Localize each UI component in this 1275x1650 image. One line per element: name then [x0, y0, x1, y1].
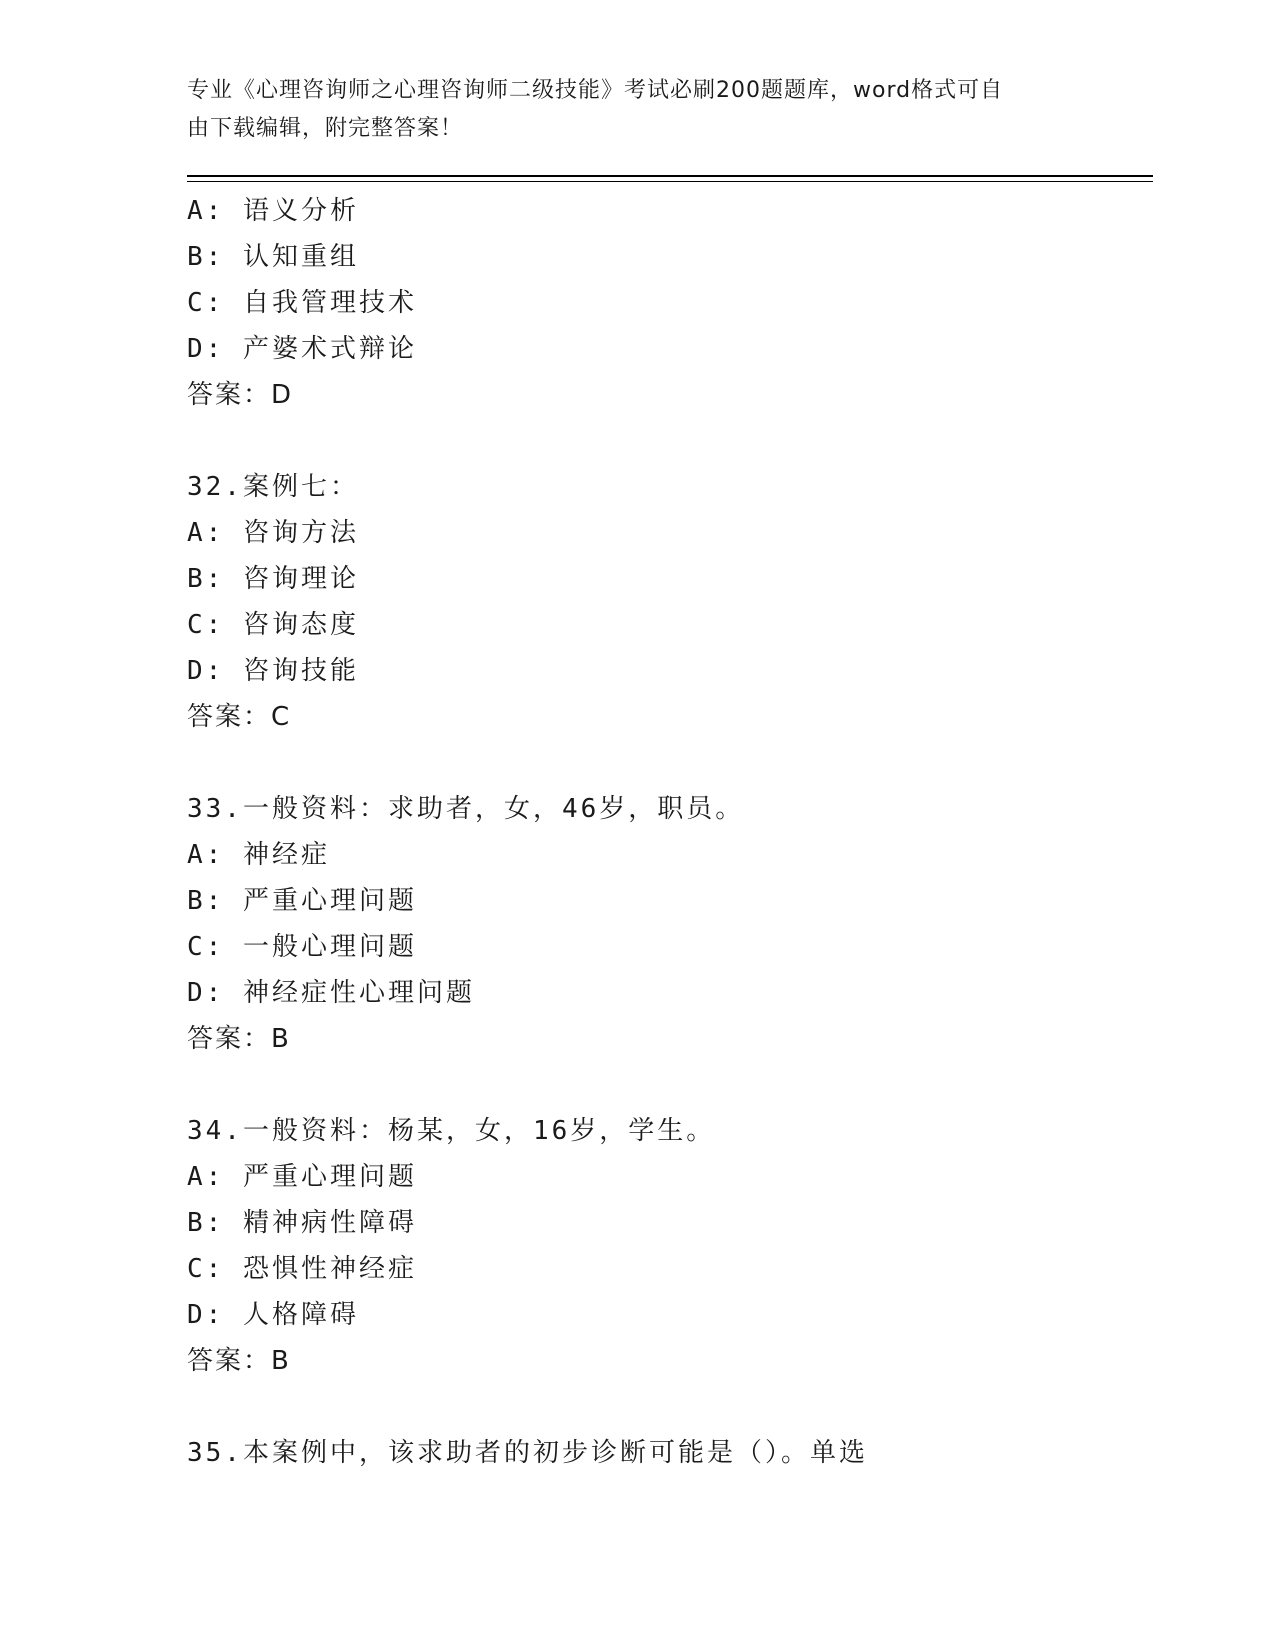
- spacer: [187, 740, 1153, 786]
- question-block-33: [187, 786, 1153, 1062]
- option-d: D: 产婆术式辩论: [187, 334, 417, 364]
- question-text: 32.案例七：: [187, 472, 359, 502]
- option-c: C: 一般心理问题: [187, 932, 417, 962]
- option-a: A: 严重心理问题: [187, 1162, 417, 1192]
- spacer: [187, 1062, 1153, 1108]
- option-c: C: 咨询态度: [187, 610, 359, 640]
- question-block-34: [187, 1108, 1153, 1384]
- answer-line: 答案：B: [187, 1346, 291, 1376]
- option-d: D: 咨询技能: [187, 656, 359, 686]
- header-line-1: 专业《心理咨询师之心理咨询师二级技能》考试必刷200题题库，word格式可自: [187, 78, 1004, 103]
- option-a: A: 神经症: [187, 840, 330, 870]
- option-b: B: 认知重组: [187, 242, 359, 272]
- option-b: B: 咨询理论: [187, 564, 359, 594]
- question-list: [187, 188, 1153, 1476]
- question-block-31: [187, 188, 1153, 418]
- question-block-35: [187, 1430, 1153, 1476]
- option-b: B: 严重心理问题: [187, 886, 417, 916]
- option-d: D: 神经症性心理问题: [187, 978, 475, 1008]
- question-block-32: [187, 464, 1153, 740]
- option-d: D: 人格障碍: [187, 1300, 359, 1330]
- answer-line: 答案：B: [187, 1024, 291, 1054]
- option-c: C: 恐惧性神经症: [187, 1254, 417, 1284]
- spacer: [187, 1384, 1153, 1430]
- header-rule-thick: [187, 175, 1153, 177]
- option-a: A: 语义分析: [187, 196, 359, 226]
- header-line-2: 由下载编辑，附完整答案！: [187, 116, 464, 141]
- option-a: A: 咨询方法: [187, 518, 359, 548]
- option-c: C: 自我管理技术: [187, 288, 417, 318]
- question-text: 35.本案例中，该求助者的初步诊断可能是（）。单选: [187, 1438, 868, 1468]
- question-text: 34.一般资料：杨某，女，16岁，学生。: [187, 1116, 716, 1146]
- document-header: [187, 72, 1067, 148]
- answer-line: 答案：C: [187, 702, 292, 732]
- header-rule-thin: [187, 181, 1153, 182]
- answer-line: 答案：D: [187, 380, 294, 410]
- question-text: 33.一般资料：求助者，女，46岁，职员。: [187, 794, 745, 824]
- option-b: B: 精神病性障碍: [187, 1208, 417, 1238]
- spacer: [187, 418, 1153, 464]
